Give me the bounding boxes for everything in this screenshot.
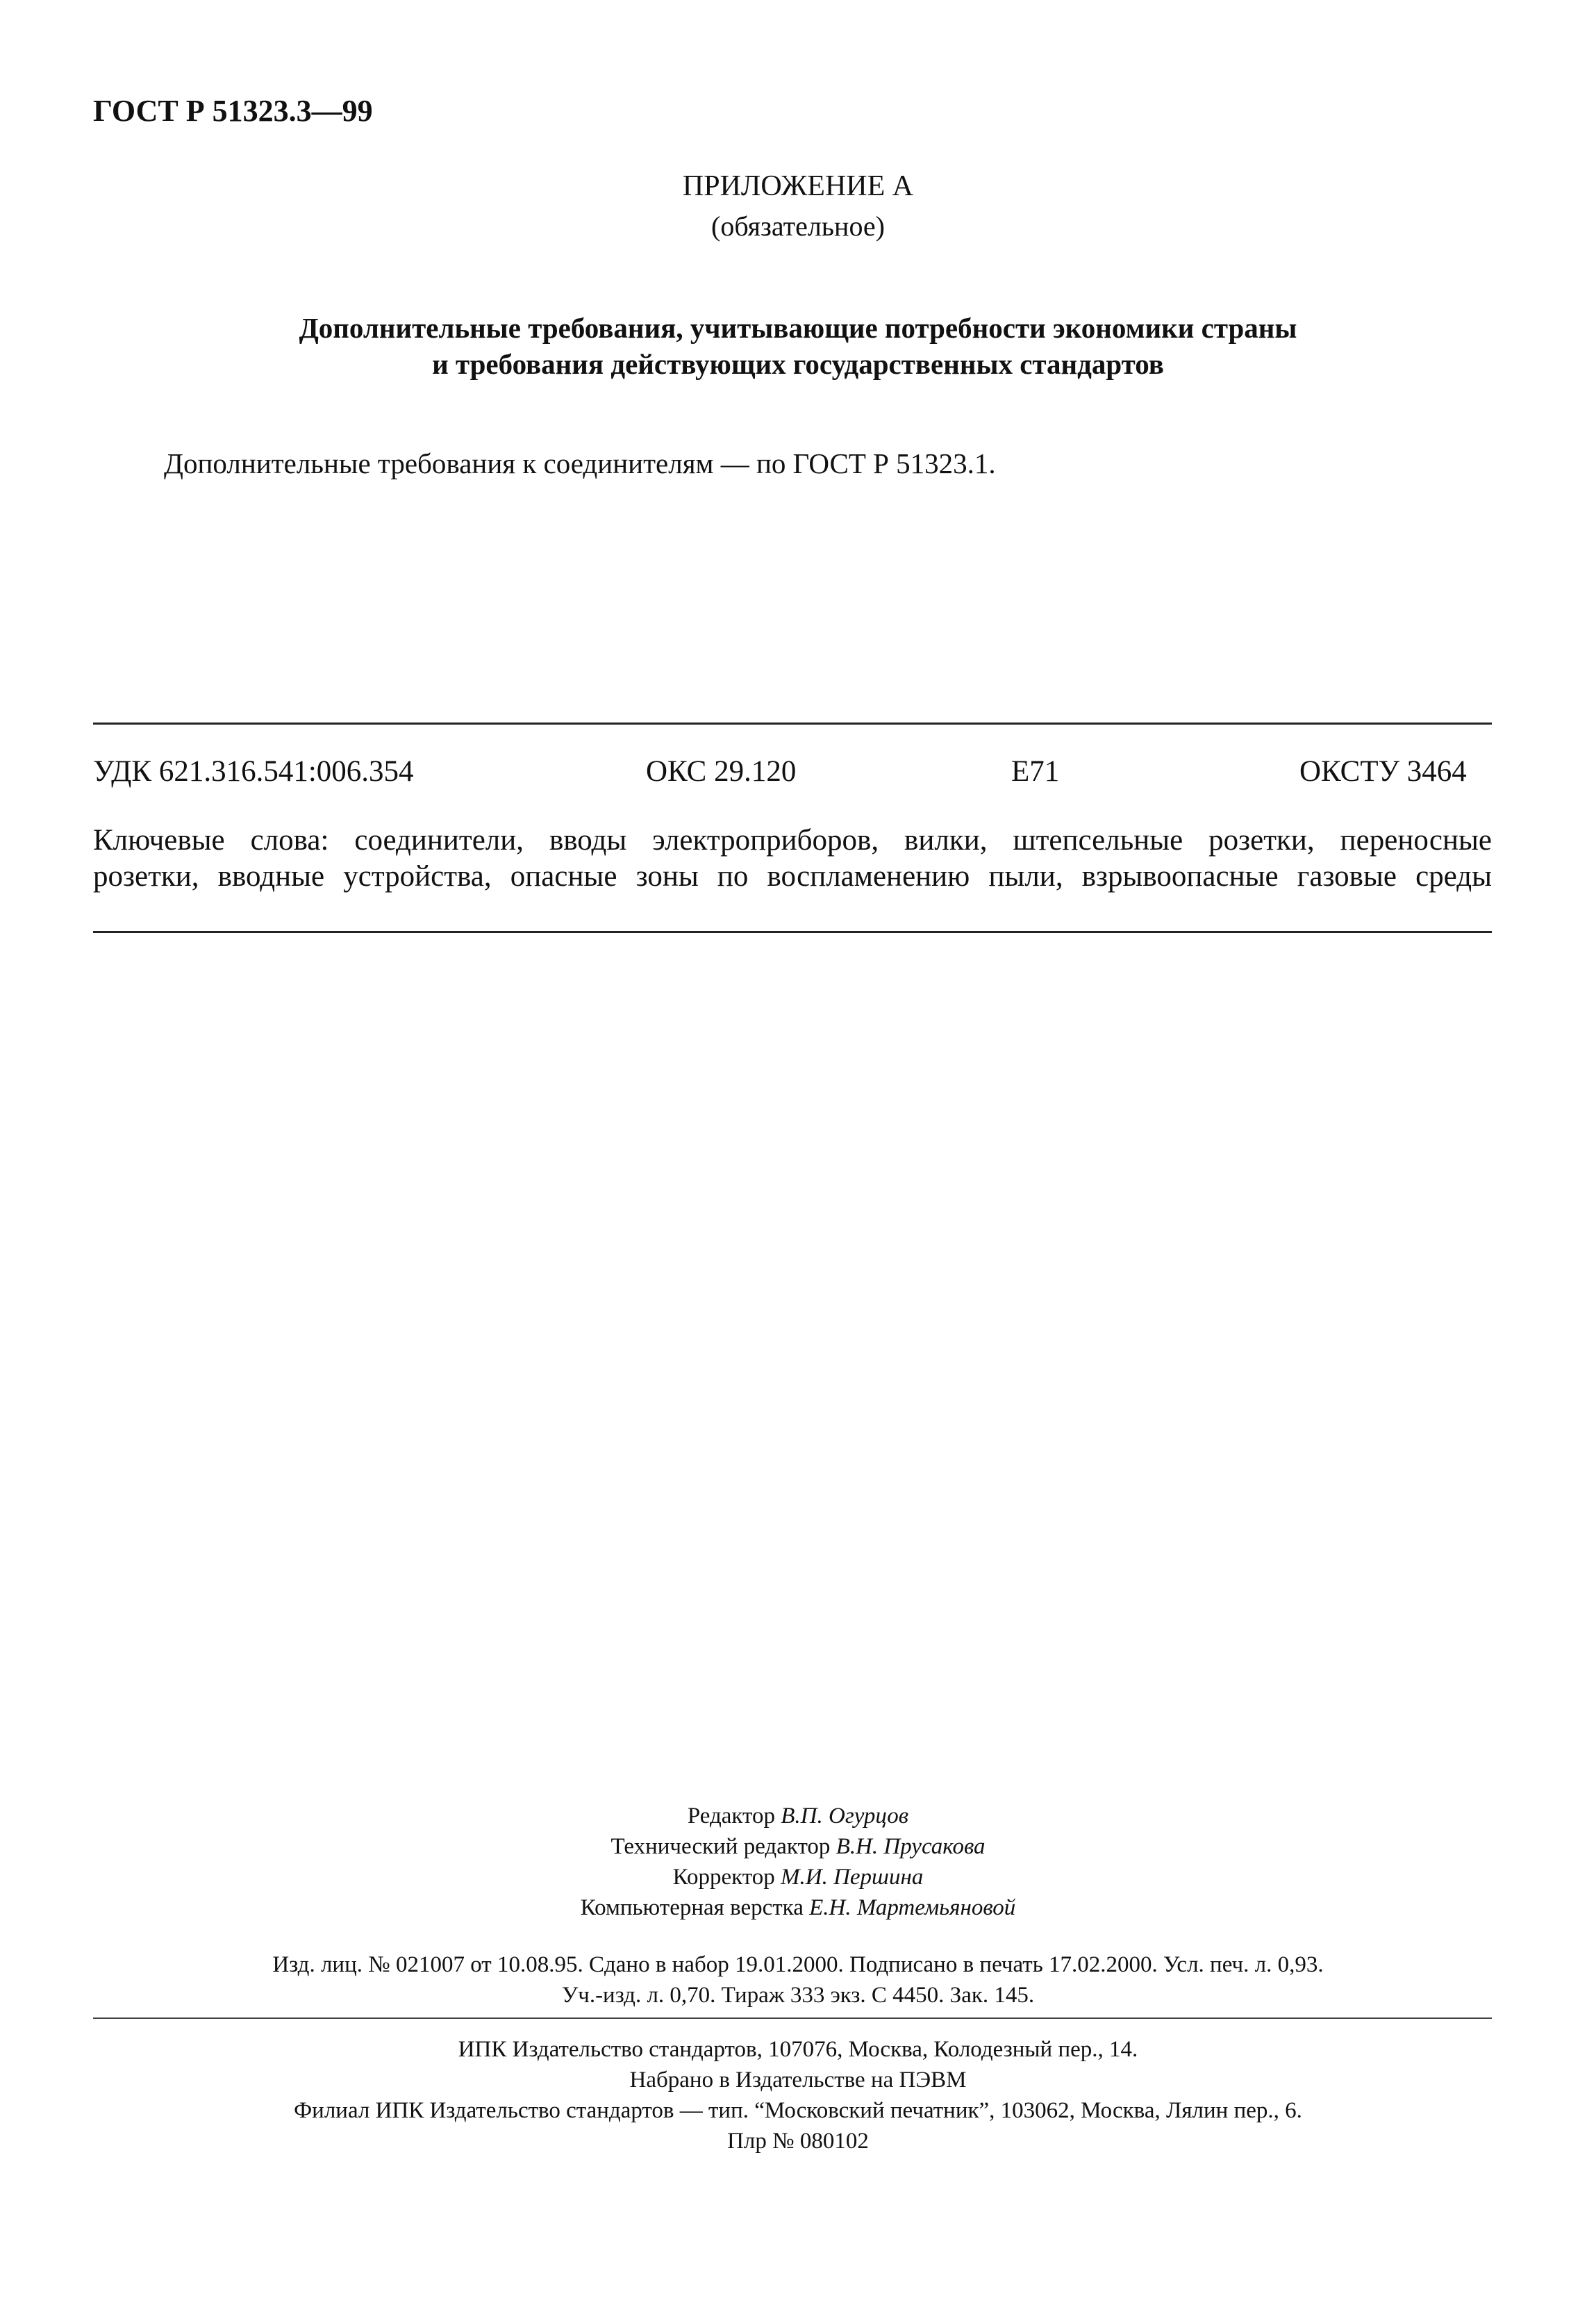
oks-code: ОКС 29.120: [646, 755, 797, 788]
appendix-heading-line2: и требования действующих государственных стандартов: [432, 348, 1164, 380]
footer-line3: Филиал ИПК Издательство стандартов — тип. “Московский печатник”, 103062, Москва, Лялин пер., 6.: [294, 2098, 1302, 2123]
publishing-line2: Уч.-изд. л. 0,70. Тираж 333 экз. С 4450. Зак. 145.: [561, 1983, 1035, 2008]
credit-name: Е.Н. Мартемьяновой: [809, 1895, 1016, 1920]
credit-role: Технический редактор: [610, 1834, 831, 1859]
credit-role: Редактор: [687, 1804, 775, 1829]
divider-footer: [93, 2017, 1492, 2019]
udk-code: УДК 621.316.541:006.354: [93, 755, 414, 788]
appendix-subtitle: (обязательное): [711, 211, 885, 242]
credit-name: М.И. Першина: [781, 1865, 924, 1890]
keywords-line2: розетки, вводные устройства, опасные зоны по воспламенению пыли, взрывоопасные газовые среды: [93, 860, 1492, 893]
footer-line2: Набрано в Издательстве на ПЭВМ: [629, 2068, 967, 2093]
okstu-code: ОКСТУ 3464: [1299, 755, 1467, 788]
credit-tech-editor: [0, 1834, 1596, 1860]
footer-line4: Плр № 080102: [727, 2129, 869, 2154]
credit-corrector: [0, 1865, 1596, 1890]
appendix-body: Дополнительные требования к соединителям — по ГОСТ Р 51323.1.: [164, 447, 996, 479]
appendix-heading-line1: Дополнительные требования, учитывающие потребности экономики страны: [299, 312, 1297, 344]
document-header: ГОСТ Р 51323.3—99: [93, 94, 373, 128]
credit-layout: [0, 1895, 1596, 1921]
divider-top: [93, 723, 1492, 725]
credit-name: В.Н. Прусакова: [836, 1834, 986, 1859]
appendix-title: ПРИЛОЖЕНИЕ А: [682, 170, 914, 202]
divider-bottom: [93, 931, 1492, 933]
credit-editor: [0, 1804, 1596, 1829]
publishing-line1: Изд. лиц. № 021007 от 10.08.95. Сдано в набор 19.01.2000. Подписано в печать 17.02.2000. Усл. печ. л. 0,93.: [272, 1952, 1324, 1977]
credit-role: Корректор: [672, 1865, 775, 1890]
credit-role: Компьютерная верстка: [580, 1895, 804, 1920]
credit-name: В.П. Огурцов: [781, 1804, 909, 1829]
keywords-line1: Ключевые слова: соединители, вводы электроприборов, вилки, штепсельные розетки, переносные: [93, 824, 1492, 857]
e-code: Е71: [1011, 755, 1060, 788]
footer-line1: ИПК Издательство стандартов, 107076, Москва, Колодезный пер., 14.: [458, 2037, 1138, 2062]
